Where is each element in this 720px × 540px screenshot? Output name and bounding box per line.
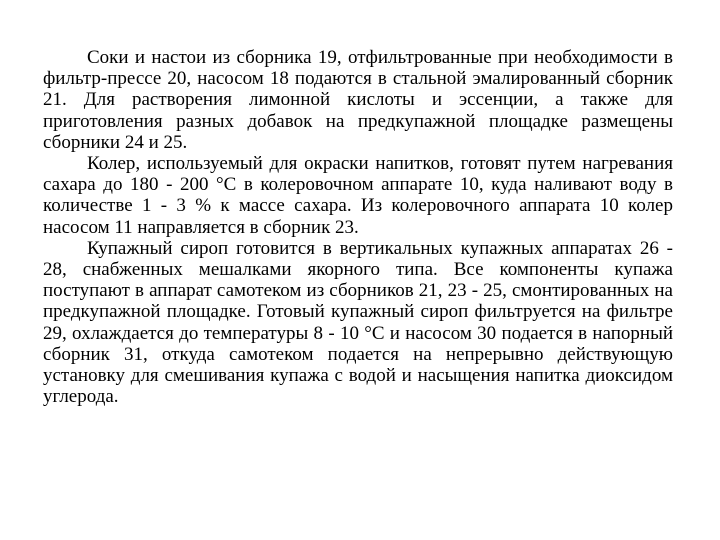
paragraph-syrup: Купажный сироп готовится в вертикальных купажных аппаратах 26 - 28, снабженных мешалками якорного типа. Все компоненты купажа поступают в аппарат самотеком из сборников 21, 23 - 25, смонтированных на предкупажной площадке. Готовый купажный сироп фильтруется на фильтре 29, охлаждается до температуры 8 - 10 °С и насосом 30 подается в напорный сборник 31, откуда самотеком подается на непрерывно действующую установку для смешивания купажа с водой и насыщения напитка диоксидом углерода. <box>43 237 673 408</box>
paragraph-juices: Соки и настои из сборника 19, отфильтрованные при необходимости в фильтр-прессе 20, насосом 18 подаются в стальной эмалированный сборник 21. Для растворения лимонной кислоты и эссенции, а также для приготовления разных добавок на предкупажной площадке размещены сборники 24 и 25. <box>43 47 673 153</box>
document-body <box>43 47 673 407</box>
paragraph-color: Колер, используемый для окраски напитков, готовят путем нагревания сахара до 180 - 200 °С в колеровочном аппарате 10, куда наливают воду в количестве 1 - 3 % к массе сахара. Из колеровочного аппарата 10 колер насосом 11 направляется в сборник 23. <box>43 153 673 238</box>
